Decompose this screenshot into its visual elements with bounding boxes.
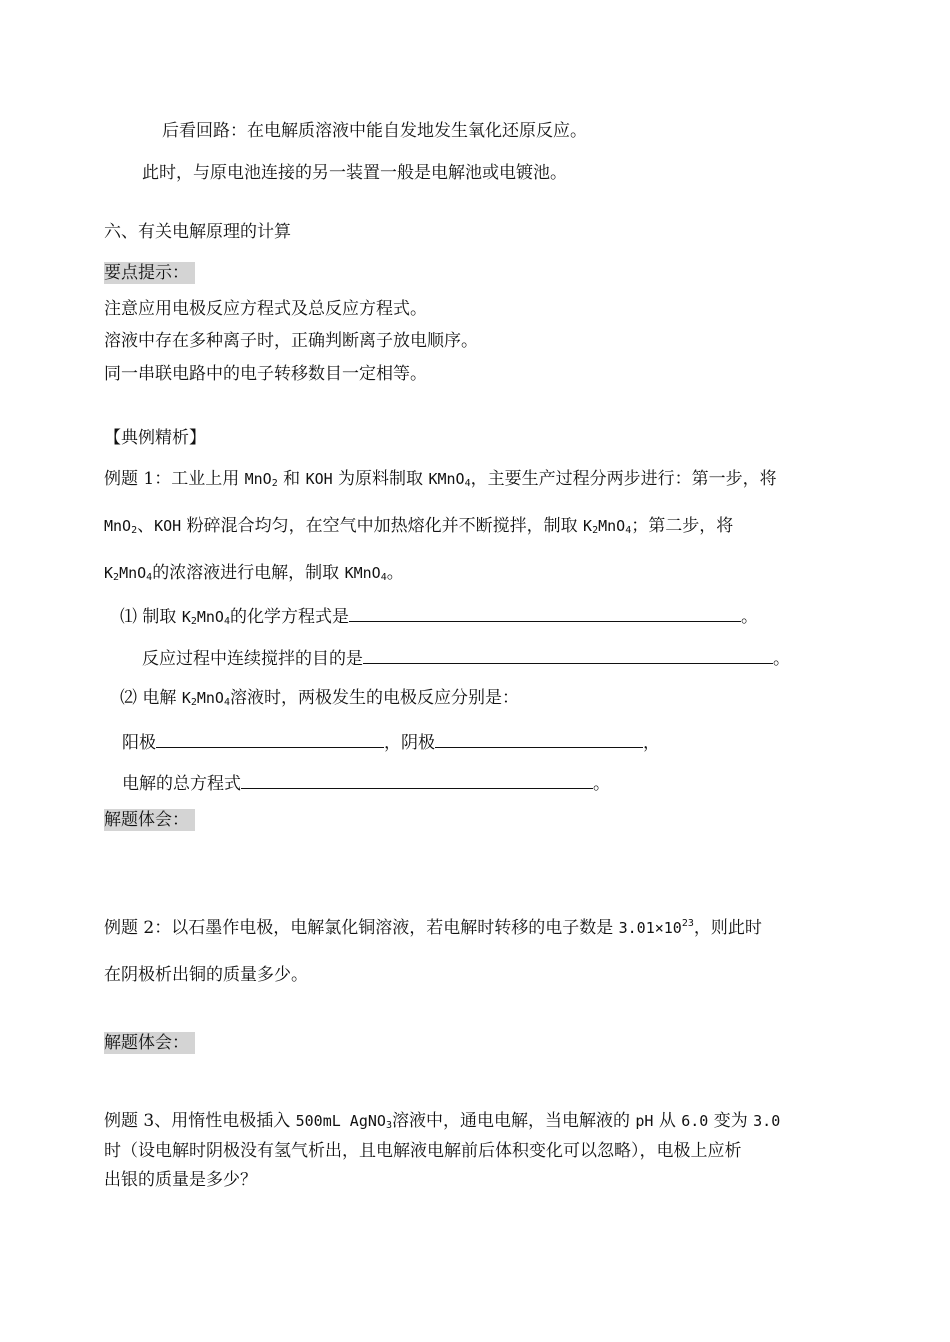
tip-label — [104, 265, 195, 282]
question-2 — [120, 690, 519, 707]
total-equation — [122, 772, 610, 793]
text: 例题 1：工业上用 — [104, 469, 245, 489]
question-number: ⑴ — [120, 607, 137, 627]
cathode-label: ，阴极 — [384, 733, 435, 753]
formula-k2mno4: $K_2MnO_4$ — [181, 689, 230, 708]
question-1 — [120, 605, 758, 626]
electrode-reactions — [122, 731, 660, 752]
cathode-answer-blank[interactable] — [435, 731, 643, 748]
example3-line-1 — [104, 1113, 780, 1130]
example1-line-3 — [104, 565, 404, 582]
text: 反应过程中连续搅拌的目的是 — [142, 649, 363, 669]
anode-answer-blank[interactable] — [156, 731, 384, 748]
text: 为原料制取 — [332, 469, 429, 489]
text: 的浓溶液进行电解，制取 — [152, 563, 345, 583]
text: 。 — [386, 563, 404, 583]
formula-kmno4: KMnO$_4$ — [428, 470, 471, 489]
tip-label-text: 要点提示： — [104, 262, 195, 284]
text: 溶液时，两极发生的电极反应分别是： — [230, 688, 519, 708]
text: 的化学方程式是 — [230, 607, 349, 627]
text: ，则此时 — [693, 918, 762, 938]
solve-label-text: 解题体会： — [104, 1032, 195, 1054]
solve-label-2 — [104, 1035, 195, 1052]
section-heading: 六、有关电解原理的计算 — [104, 222, 291, 242]
tip-item-2: 溶液中存在多种离子时，正确判断离子放电顺序。 — [104, 331, 478, 351]
formula-k2mno4: $K_2MnO_4$ — [104, 564, 153, 583]
formula-k2mno4: $K_2MnO_4$ — [181, 608, 230, 627]
formula-mno2: MnO$_2$ — [244, 470, 278, 489]
anode-label: 阳极 — [122, 733, 156, 753]
ph-end: 3.0 — [753, 1112, 781, 1130]
text: ， — [643, 733, 660, 753]
formula-agno3: 500mL AgNO$_3$ — [295, 1112, 392, 1131]
tip-item-1: 注意应用电极反应方程式及总反应方程式。 — [104, 299, 427, 319]
text: 和 — [277, 469, 306, 489]
example3-line-3: 出银的质量是多少？ — [104, 1170, 257, 1190]
text: 从 — [653, 1111, 682, 1131]
total-equation-label: 电解的总方程式 — [122, 774, 241, 794]
text: 制取 — [137, 607, 182, 627]
ph-start: 6.0 — [681, 1112, 709, 1130]
example2-line-1 — [104, 920, 762, 937]
example1-line-1 — [104, 471, 777, 488]
formula-kmno4: KMnO$_4$ — [344, 564, 387, 583]
example2-line-2: 在阴极析出铜的质量多少。 — [104, 965, 308, 985]
text: 例题 2：以石墨作电极，电解氯化铜溶液，若电解时转移的电子数是 — [104, 918, 619, 938]
tip-item-3: 同一串联电路中的电子转移数目一定相等。 — [104, 364, 427, 384]
formula-koh: KOH — [154, 517, 182, 535]
example1-line-2 — [104, 518, 733, 535]
formula-koh: KOH — [305, 470, 333, 488]
electron-count: $3.01\times 10^{23}$ — [618, 918, 694, 937]
solve-label-1 — [104, 812, 195, 829]
answer-blank[interactable] — [363, 647, 773, 664]
question-number: ⑵ — [120, 688, 137, 708]
continuation-line-2: 此时，与原电池连接的另一装置一般是电解池或电镀池。 — [142, 163, 567, 183]
text: 电解 — [137, 688, 182, 708]
ph-label: pH — [635, 1112, 654, 1130]
example3-line-2: 时（设电解时阴极没有氢气析出，且电解液电解前后体积变化可以忽略），电极上应析 — [104, 1141, 742, 1161]
total-answer-blank[interactable] — [241, 772, 593, 789]
text: 。 — [773, 649, 790, 669]
formula-k2mno4: $K_2MnO_4$ — [583, 517, 632, 536]
text: 粉碎混合均匀，在空气中加热熔化并不断搅拌，制取 — [181, 516, 584, 536]
examples-heading: 【典例精析】 — [104, 428, 206, 448]
text: 变为 — [708, 1111, 754, 1131]
text: 。 — [741, 607, 758, 627]
answer-blank[interactable] — [349, 605, 741, 622]
text: 、 — [137, 516, 155, 536]
text: 溶液中，通电电解，当电解液的 — [391, 1111, 636, 1131]
text: 。 — [593, 774, 610, 794]
text: 例题 3、用惰性电极插入 — [104, 1111, 296, 1131]
text: ；第二步，将 — [631, 516, 734, 536]
formula-mno2: MnO$_2$ — [104, 517, 138, 536]
solve-label-text: 解题体会： — [104, 809, 195, 831]
continuation-line-1: 后看回路：在电解质溶液中能自发地发生氧化还原反应。 — [162, 121, 587, 141]
question-1-part-2 — [142, 647, 790, 668]
text: ，主要生产过程分两步进行：第一步，将 — [470, 469, 777, 489]
